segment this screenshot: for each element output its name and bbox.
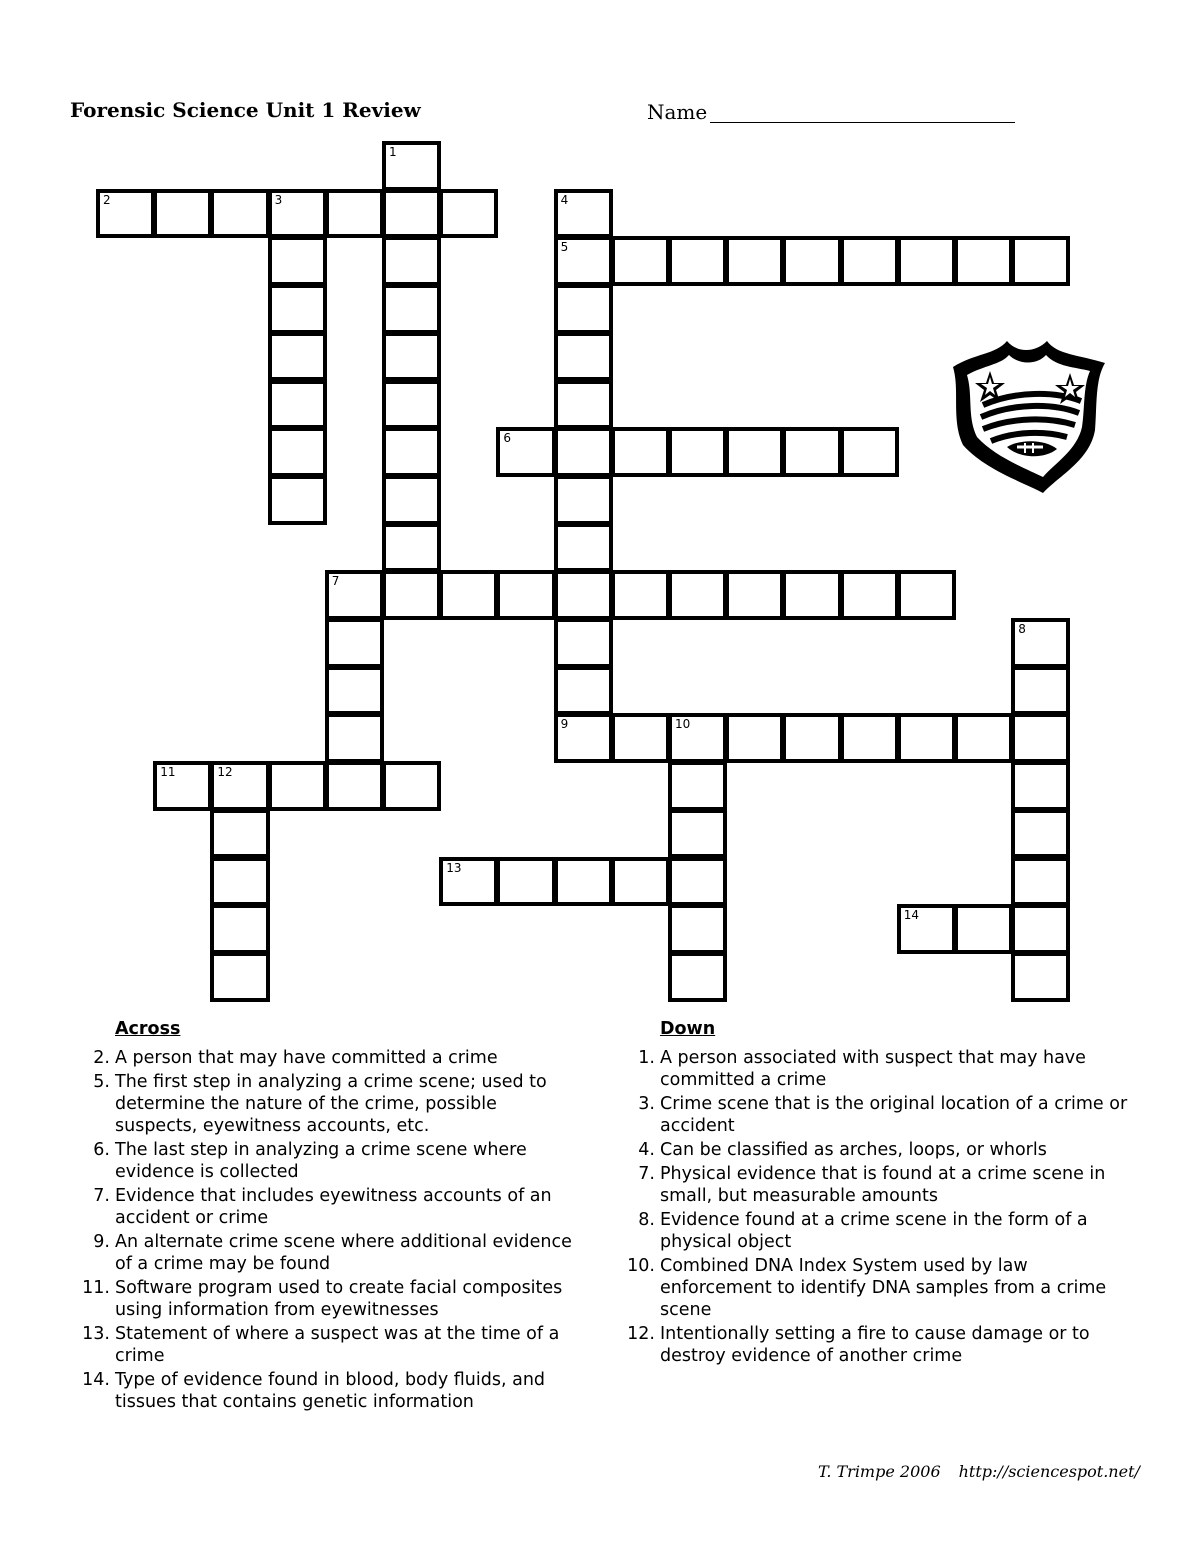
across-clue: 7. Evidence that includes eyewitness accounts of an accident or crime bbox=[93, 1186, 552, 1228]
across-clue: 9. An alternate crime scene where additional evidence of a crime may be found bbox=[93, 1232, 572, 1274]
crossword-cell[interactable] bbox=[554, 380, 613, 430]
crossword-cell[interactable] bbox=[210, 189, 269, 239]
crossword-cell[interactable] bbox=[1011, 761, 1070, 811]
crossword-cell[interactable] bbox=[325, 666, 384, 716]
crossword-cell[interactable] bbox=[325, 189, 384, 239]
crossword-cell[interactable] bbox=[554, 666, 613, 716]
crossword-cell[interactable] bbox=[840, 427, 899, 477]
crossword-cell[interactable] bbox=[268, 236, 327, 286]
crossword-cell[interactable] bbox=[382, 761, 441, 811]
crossword-cell[interactable] bbox=[1011, 236, 1070, 286]
crossword-cell[interactable] bbox=[954, 713, 1013, 763]
crossword-cell[interactable] bbox=[382, 427, 441, 477]
crossword-cell[interactable] bbox=[554, 570, 613, 620]
clue-number: 13 bbox=[446, 860, 462, 875]
crossword-cell[interactable] bbox=[210, 904, 269, 954]
crossword-cell[interactable] bbox=[897, 570, 956, 620]
crossword-cell[interactable] bbox=[554, 713, 613, 763]
police-badge-icon bbox=[945, 335, 1110, 495]
crossword-cell[interactable] bbox=[496, 857, 555, 907]
clue-number: 12 bbox=[217, 765, 233, 780]
crossword-cell[interactable] bbox=[1011, 952, 1070, 1002]
crossword-cell[interactable] bbox=[382, 380, 441, 430]
crossword-cell[interactable] bbox=[382, 189, 441, 239]
page-title: Forensic Science Unit 1 Review bbox=[70, 98, 421, 122]
across-clue: 5. The first step in analyzing a crime scene; used to determine the nature of the crime, possible suspects, eyewitness accounts, etc. bbox=[93, 1072, 547, 1136]
crossword-cell[interactable] bbox=[382, 284, 441, 334]
crossword-cell[interactable] bbox=[1011, 618, 1070, 668]
crossword-cell[interactable] bbox=[554, 189, 613, 239]
across-clue: 6. The last step in analyzing a crime scene where evidence is collected bbox=[93, 1140, 527, 1182]
down-heading: Down bbox=[660, 1019, 716, 1039]
crossword-cell[interactable] bbox=[382, 523, 441, 573]
crossword-cell[interactable] bbox=[325, 761, 384, 811]
down-clue: 4. Can be classified as arches, loops, or whorls bbox=[638, 1140, 1047, 1160]
across-clue: 2. A person that may have committed a crime bbox=[93, 1048, 498, 1068]
crossword-cell[interactable] bbox=[782, 570, 841, 620]
crossword-cell[interactable] bbox=[554, 523, 613, 573]
crossword-cell[interactable] bbox=[668, 809, 727, 859]
crossword-cell[interactable] bbox=[554, 427, 613, 477]
crossword-cell[interactable] bbox=[668, 952, 727, 1002]
crossword-cell[interactable] bbox=[153, 761, 212, 811]
crossword-cell[interactable] bbox=[268, 427, 327, 477]
clue-number: 6 bbox=[503, 431, 512, 446]
crossword-cell[interactable] bbox=[554, 332, 613, 382]
crossword-cell[interactable] bbox=[668, 904, 727, 954]
clue-number: 9 bbox=[560, 717, 569, 732]
down-clue: 1. A person associated with suspect that may have committed a crime bbox=[638, 1048, 1086, 1090]
across-clue: 11. Software program used to create facial composites using information from eyewitnesses bbox=[82, 1278, 563, 1320]
down-clue: 3. Crime scene that is the original location of a crime or accident bbox=[638, 1094, 1128, 1136]
crossword-cell[interactable] bbox=[210, 809, 269, 859]
crossword-cell[interactable] bbox=[210, 952, 269, 1002]
footer-url: http://sciencespot.net/ bbox=[958, 1462, 1140, 1481]
crossword-cell[interactable] bbox=[268, 380, 327, 430]
crossword-cell[interactable] bbox=[382, 332, 441, 382]
crossword-cell[interactable] bbox=[325, 713, 384, 763]
clue-number: 4 bbox=[560, 192, 569, 207]
crossword-cell[interactable] bbox=[210, 761, 269, 811]
clue-number: 14 bbox=[903, 908, 920, 923]
crossword-cell[interactable] bbox=[668, 236, 727, 286]
crossword-cell[interactable] bbox=[725, 236, 784, 286]
crossword-cell[interactable] bbox=[1011, 904, 1070, 954]
crossword-cell[interactable] bbox=[496, 570, 555, 620]
crossword-cell[interactable] bbox=[439, 857, 498, 907]
across-heading: Across bbox=[115, 1019, 181, 1039]
crossword-cell[interactable] bbox=[897, 904, 956, 954]
down-clue: 8. Evidence found at a crime scene in the form of a physical object bbox=[638, 1210, 1088, 1252]
crossword-cell[interactable] bbox=[611, 570, 670, 620]
footer-credit bbox=[818, 1462, 1140, 1481]
crossword-cell[interactable] bbox=[96, 189, 155, 239]
across-clue: 13. Statement of where a suspect was at the time of a crime bbox=[82, 1324, 560, 1366]
crossword-cell[interactable] bbox=[954, 236, 1013, 286]
crossword-cell[interactable] bbox=[268, 761, 327, 811]
crossword-cell[interactable] bbox=[1011, 713, 1070, 763]
crossword-cell[interactable] bbox=[611, 713, 670, 763]
crossword-cell[interactable] bbox=[954, 904, 1013, 954]
crossword-cell[interactable] bbox=[382, 141, 441, 191]
clue-number: 2 bbox=[103, 192, 111, 207]
crossword-cell[interactable] bbox=[840, 713, 899, 763]
crossword-cell[interactable] bbox=[668, 857, 727, 907]
crossword-cell[interactable] bbox=[554, 857, 613, 907]
crossword-cell[interactable] bbox=[268, 189, 327, 239]
crossword-cell[interactable] bbox=[439, 570, 498, 620]
clue-number: 1 bbox=[389, 145, 397, 159]
crossword-cell[interactable] bbox=[268, 284, 327, 334]
crossword-cell[interactable] bbox=[611, 427, 670, 477]
down-clue: 10. Combined DNA Index System used by law enforcement to identify DNA samples from a crime scene bbox=[627, 1256, 1107, 1320]
crossword-cell[interactable] bbox=[325, 570, 384, 620]
crossword-cell[interactable] bbox=[668, 713, 727, 763]
crossword-cell[interactable] bbox=[153, 189, 212, 239]
crossword-cell[interactable] bbox=[1011, 857, 1070, 907]
clue-number: 8 bbox=[1018, 622, 1026, 636]
crossword-cell[interactable] bbox=[1011, 666, 1070, 716]
crossword-cell[interactable] bbox=[840, 570, 899, 620]
clue-number: 10 bbox=[675, 717, 691, 732]
crossword-cell[interactable] bbox=[725, 713, 784, 763]
clue-number: 3 bbox=[274, 192, 283, 207]
crossword-cell[interactable] bbox=[268, 475, 327, 525]
footer-author: T. Trimpe 2006 bbox=[818, 1462, 941, 1481]
crossword-cell[interactable] bbox=[554, 236, 613, 286]
crossword-cell[interactable] bbox=[668, 761, 727, 811]
crossword-cell[interactable] bbox=[382, 570, 441, 620]
crossword-cell[interactable] bbox=[496, 427, 555, 477]
crossword-cell[interactable] bbox=[382, 475, 441, 525]
crossword-cell[interactable] bbox=[210, 857, 269, 907]
across-clue: 14. Type of evidence found in blood, body fluids, and tissues that contains genetic information bbox=[82, 1370, 546, 1412]
crossword-cell[interactable] bbox=[725, 570, 784, 620]
down-clues bbox=[627, 1018, 1137, 1369]
crossword-cell[interactable] bbox=[382, 236, 441, 286]
crossword-cell[interactable] bbox=[554, 618, 613, 668]
down-clue: 7. Physical evidence that is found at a crime scene in small, but measurable amounts bbox=[638, 1164, 1106, 1206]
crossword-cell[interactable] bbox=[325, 618, 384, 668]
crossword-cell[interactable] bbox=[725, 427, 784, 477]
crossword-cell[interactable] bbox=[782, 713, 841, 763]
clue-number: 7 bbox=[331, 574, 340, 589]
clue-number: 11 bbox=[160, 765, 176, 780]
crossword-cell[interactable] bbox=[554, 284, 613, 334]
crossword-cell[interactable] bbox=[668, 427, 727, 477]
crossword-cell[interactable] bbox=[611, 236, 670, 286]
name-label: Name bbox=[647, 100, 708, 124]
crossword-cell[interactable] bbox=[897, 713, 956, 763]
crossword-cell[interactable] bbox=[668, 570, 727, 620]
crossword-cell[interactable] bbox=[782, 427, 841, 477]
crossword-cell[interactable] bbox=[554, 475, 613, 525]
crossword-cell[interactable] bbox=[1011, 809, 1070, 859]
across-clues bbox=[82, 1018, 582, 1415]
crossword-cell[interactable] bbox=[611, 857, 670, 907]
crossword-cell[interactable] bbox=[439, 189, 498, 239]
crossword-cell[interactable] bbox=[840, 236, 899, 286]
clue-number: 5 bbox=[560, 240, 569, 255]
crossword-cell[interactable] bbox=[897, 236, 956, 286]
down-clue: 12. Intentionally setting a fire to cause damage or to destroy evidence of another crime bbox=[627, 1324, 1090, 1366]
crossword-cell[interactable] bbox=[782, 236, 841, 286]
crossword-cell[interactable] bbox=[268, 332, 327, 382]
